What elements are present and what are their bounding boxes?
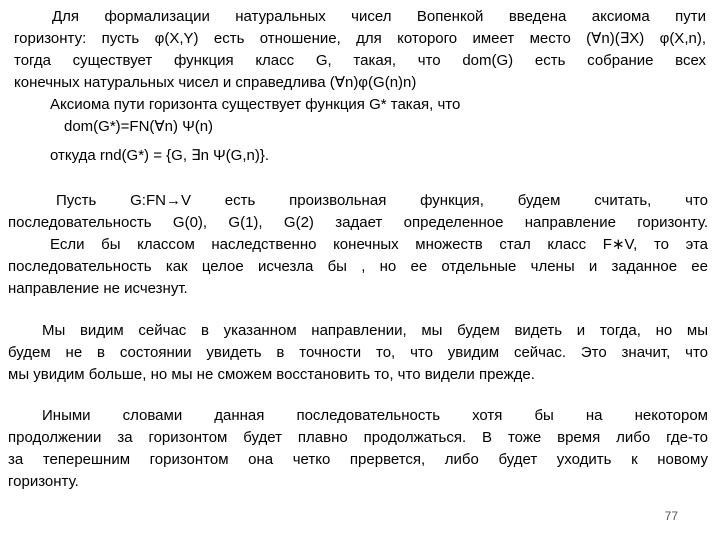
text-line: будем не в состоянии увидеть в точности то, что увидим сейчас. Это значит, что bbox=[8, 344, 708, 361]
text-line: Пусть G:FN→V есть произвольная функция, будем считать, что bbox=[56, 192, 708, 209]
text-line: Если бы классом наследственно конечных множеств стал класс F∗V, то эта bbox=[50, 236, 708, 253]
horizon-axiom-paragraph bbox=[50, 94, 670, 138]
text-line: за теперешним горизонтом она четко прервется, либо будет уходить к новому bbox=[8, 451, 708, 468]
range-formula-paragraph bbox=[50, 145, 670, 167]
text-line: Иными словами данная последовательность хотя бы на некотором bbox=[42, 407, 708, 424]
text-line: последовательность как целое исчезла бы , но ее отдельные члены и заданное ее bbox=[8, 258, 708, 275]
continuation-paragraph bbox=[8, 405, 708, 493]
text-line: последовательность G(0), G(1), G(2) задает определенное направление горизонту. bbox=[8, 214, 708, 231]
page-number: 77 bbox=[664, 509, 678, 523]
text-line: горизонту. bbox=[8, 473, 79, 490]
function-paragraph bbox=[8, 190, 708, 300]
axiom-paragraph bbox=[14, 6, 706, 94]
text-line: мы увидим больше, но мы не сможем восстановить то, что видели прежде. bbox=[8, 366, 535, 383]
seeing-paragraph bbox=[8, 320, 708, 386]
text-line: конечных натуральных чисел и справедлива (∀n)φ(G(n)n) bbox=[14, 74, 417, 91]
text-line: Мы видим сейчас в указанном направлении, мы будем видеть и тогда, но мы bbox=[42, 322, 708, 339]
text-line: горизонту: пусть φ(X,Y) есть отношение, для которого имеет место (∀n)(∃X) φ(X,n), bbox=[14, 30, 706, 47]
text-line: продолжении за горизонтом будет плавно продолжаться. В тоже время либо где-то bbox=[8, 429, 708, 446]
text-line: тогда существует функция класс G, такая, что dom(G) есть собрание всех bbox=[14, 52, 706, 69]
text-line: dom(G*)=FN(∀n) Ψ(n) bbox=[64, 118, 214, 135]
text-line: Для формализации натуральных чисел Вопенкой введена аксиома пути bbox=[52, 8, 706, 25]
text-line: Аксиома пути горизонта существует функция G* такая, что bbox=[50, 96, 461, 113]
text-line: откуда rnd(G*) = {G, ∃n Ψ(G,n)}. bbox=[50, 147, 270, 164]
text-line: направление не исчезнут. bbox=[8, 280, 188, 297]
